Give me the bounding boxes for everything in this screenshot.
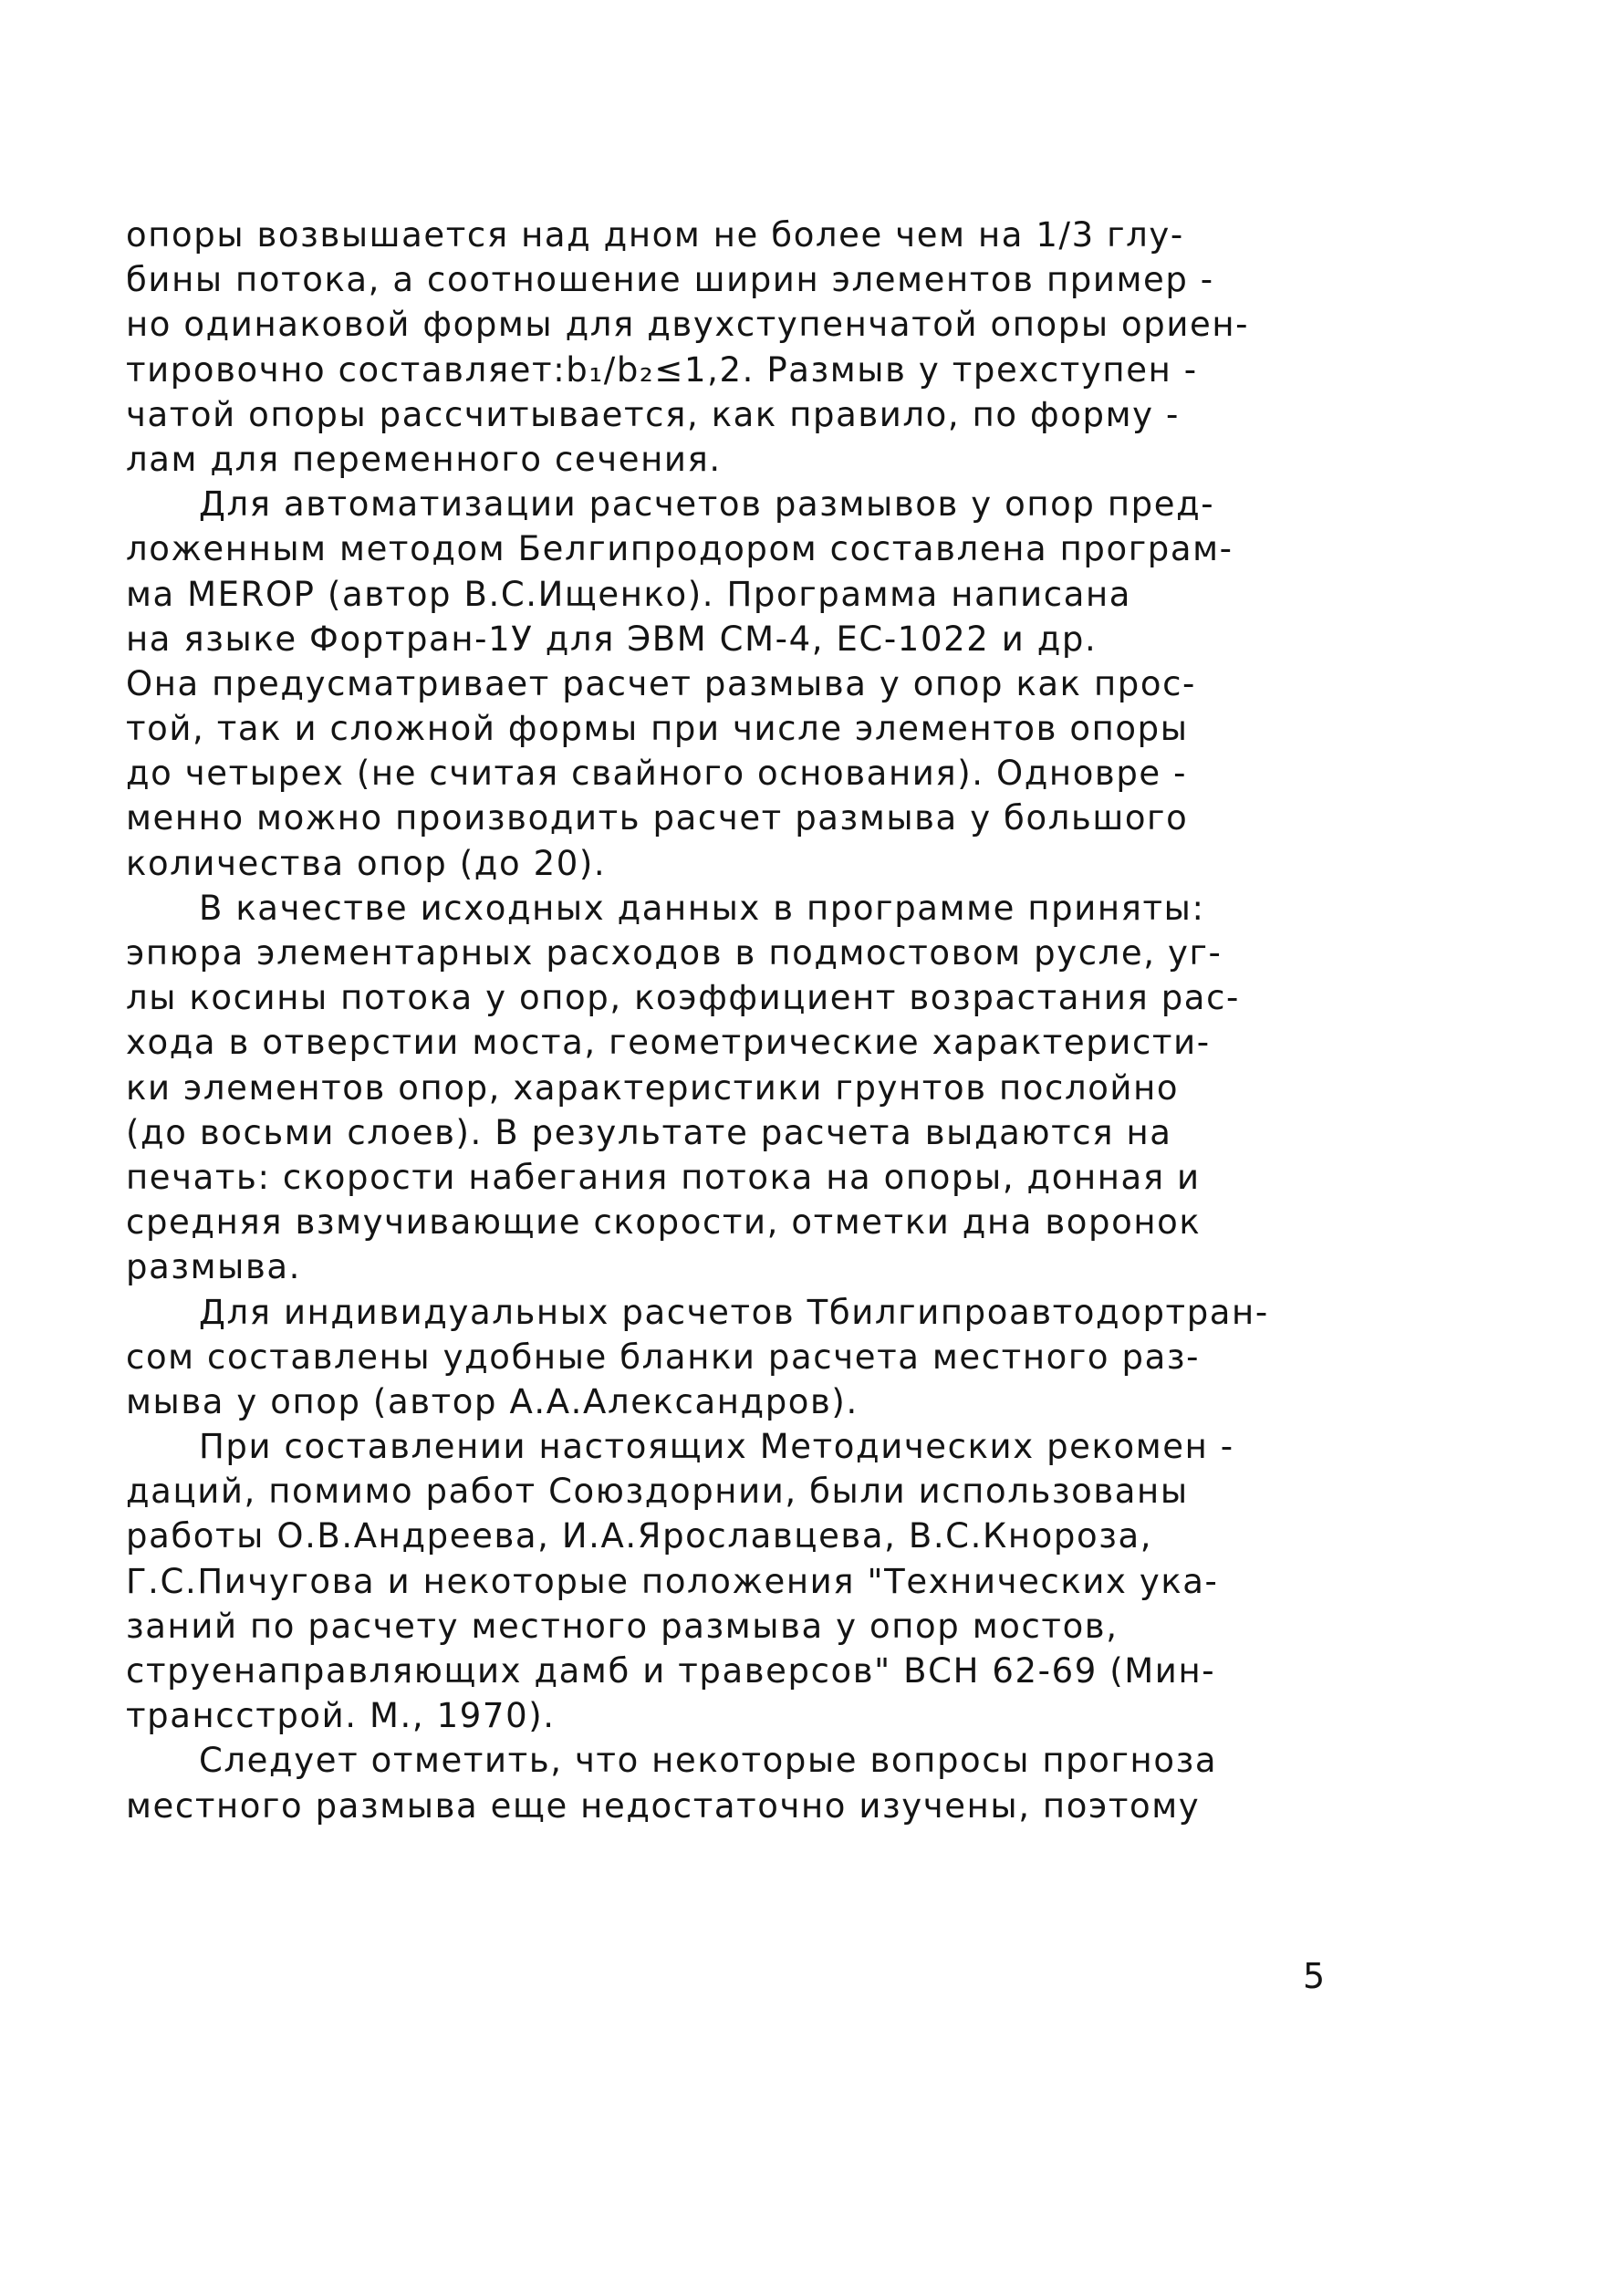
text-line: опоры возвышается над дном не более чем на 1/3 глу-: [126, 215, 1184, 255]
text-line: трансстрой. М., 1970).: [126, 1696, 556, 1736]
text-line: В качестве исходных данных в программе приняты:: [199, 888, 1205, 928]
text-line: ма MEROP (автор В.С.Ищенко). Программа написана: [126, 574, 1132, 614]
page-number: 5: [1303, 1956, 1327, 1996]
text-line: ложенным методом Белгипродором составлена програм-: [126, 529, 1234, 569]
text-line: лы косины потока у опор, коэффициент возрастания рас-: [126, 978, 1240, 1018]
text-line: Для автоматизации расчетов размывов у опор пред-: [199, 484, 1215, 525]
text-line: Для индивидуальных расчетов Тбилгипроавтодортран-: [199, 1292, 1269, 1332]
text-line: Она предусматривает расчет размыва у опор как прос-: [126, 663, 1196, 703]
text-line: печать: скорости набегания потока на опоры, донная и: [126, 1157, 1201, 1197]
text-line: лам для переменного сечения.: [126, 439, 722, 479]
text-line: менно можно производить расчет размыва у большого: [126, 798, 1189, 838]
text-line: эпюра элементарных расходов в подмостовом русле, уг-: [126, 933, 1223, 973]
body-text: [126, 213, 1348, 1828]
text-line: на языке Фортран-1У для ЭВМ СМ-4, ЕС-1022 и др.: [126, 619, 1098, 659]
text-line: количества опор (до 20).: [126, 843, 607, 883]
text-line: Г.С.Пичугова и некоторые положения "Технических ука-: [126, 1561, 1219, 1601]
text-line: средняя взмучивающие скорости, отметки дна воронок: [126, 1202, 1202, 1243]
text-line: Следует отметить, что некоторые вопросы прогноза: [199, 1741, 1218, 1781]
text-line: (до восьми слоев). В результате расчета выдаются на: [126, 1112, 1172, 1152]
text-line: тировочно составляет:b₁/b₂≤1,2. Размыв у трехступен -: [126, 349, 1198, 390]
text-line: работы О.В.Андреева, И.А.Ярославцева, В.С.Кнороза,: [126, 1516, 1153, 1556]
text-line: хода в отверстии моста, геометрические характеристи-: [126, 1023, 1211, 1063]
text-line: При составлении настоящих Методических рекомен -: [199, 1427, 1234, 1467]
text-line: заний по расчету местного размыва у опор мостов,: [126, 1606, 1119, 1646]
text-line: но одинаковой формы для двухступенчатой опоры ориен-: [126, 305, 1250, 345]
text-line: размыва.: [126, 1247, 302, 1287]
text-line: ки элементов опор, характеристики грунтов послойно: [126, 1067, 1180, 1108]
text-line: даций, помимо работ Союздорнии, были использованы: [126, 1472, 1189, 1512]
text-line: сом составлены удобные бланки расчета местного раз-: [126, 1337, 1201, 1377]
text-line: струенаправляющих дамб и траверсов" ВСН 62-69 (Мин-: [126, 1651, 1216, 1691]
text-line: чатой опоры рассчитывается, как правило, по форму -: [126, 394, 1180, 434]
text-line: бины потока, а соотношение ширин элементов пример -: [126, 260, 1214, 300]
text-line: той, так и сложной формы при числе элементов опоры: [126, 709, 1189, 749]
text-line: мыва у опор (автор А.А.Александров).: [126, 1381, 859, 1421]
text-line: до четырех (не считая свайного основания). Одновре -: [126, 754, 1188, 794]
text-line: местного размыва еще недостаточно изучены, поэтому: [126, 1785, 1201, 1826]
